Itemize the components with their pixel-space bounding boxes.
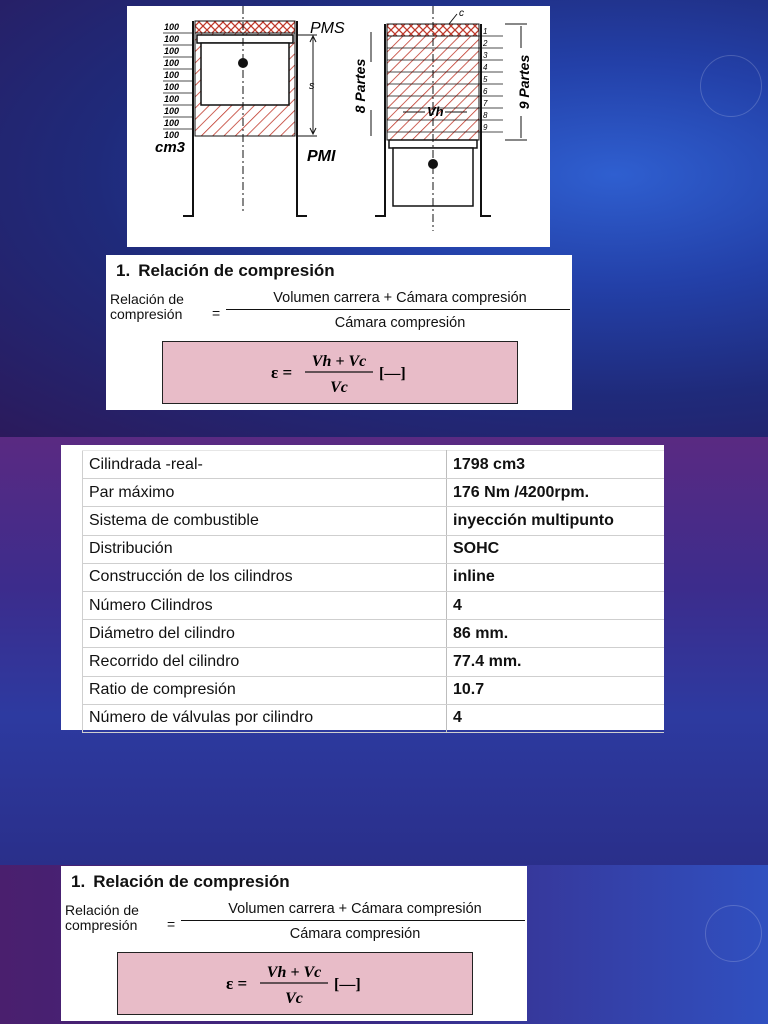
volume-mark: 100 <box>164 34 180 44</box>
symbolic-numerator: Vh + Vc <box>266 964 322 981</box>
formula-lhs <box>110 292 184 322</box>
spec-label: Distribución <box>83 535 447 563</box>
formula-numerator: Volumen carrera + Cámara compresión <box>228 901 482 917</box>
spec-value: 4 <box>447 704 665 732</box>
spec-value: 176 Nm /4200rpm. <box>447 479 665 507</box>
cylinder-diagram <box>127 6 550 247</box>
clearance-label: c <box>459 8 464 19</box>
decor-ring <box>705 905 762 962</box>
formula-equals: = <box>212 305 221 321</box>
formula-lhs-line1: Relación de <box>110 291 184 307</box>
spec-row <box>83 620 665 648</box>
spec-label: Sistema de combustible <box>83 507 447 535</box>
volume-mark: 100 <box>164 58 180 68</box>
spec-label: Diámetro del cilindro <box>83 620 447 648</box>
spec-value: 1798 cm3 <box>447 451 665 479</box>
formula-number: 1. <box>116 261 131 280</box>
bottom-dead-center-label: PMI <box>307 148 336 165</box>
unit-label: cm3 <box>155 139 186 156</box>
part-number: 9 <box>483 123 488 132</box>
spec-label: Construcción de los cilindros <box>83 563 447 591</box>
symbolic-denominator: Vc <box>285 990 303 1007</box>
spec-row <box>83 535 665 563</box>
compression-ratio-formula <box>106 255 572 410</box>
symbolic-unit: [—] <box>379 365 406 382</box>
spec-label: Número Cilindros <box>83 591 447 619</box>
epsilon-label: ε = <box>226 974 248 993</box>
spec-value: 77.4 mm. <box>447 648 665 676</box>
part-number: 1 <box>483 27 488 36</box>
displacement-label: Vh <box>427 104 444 119</box>
formula-lhs-line2: compresión <box>65 917 138 933</box>
formula-title-text: Relación de compresión <box>138 261 335 280</box>
volume-mark: 100 <box>164 130 180 140</box>
part-number: 5 <box>483 75 488 84</box>
part-number: 6 <box>483 87 488 96</box>
volume-mark: 100 <box>164 22 180 32</box>
formula-title-text: Relación de compresión <box>93 872 290 891</box>
spec-label: Cilindrada -real- <box>83 451 447 479</box>
spec-value: 4 <box>447 591 665 619</box>
spec-label: Recorrido del cilindro <box>83 648 447 676</box>
volume-mark: 100 <box>164 46 180 56</box>
fraction-bar <box>181 920 525 921</box>
spec-value: inline <box>447 563 665 591</box>
formula-title <box>116 261 335 281</box>
right-parts-label: 9 Partes <box>516 54 532 110</box>
top-dead-center-label: PMS <box>310 20 345 37</box>
spec-value: inyección multipunto <box>447 507 665 535</box>
spec-label: Número de válvulas por cilindro <box>83 704 447 732</box>
stroke-label: s <box>309 80 315 92</box>
volume-mark: 100 <box>164 82 180 92</box>
symbolic-formula-box <box>162 341 518 404</box>
compression-ratio-formula <box>61 866 527 1021</box>
epsilon-label: ε = <box>271 363 293 382</box>
volume-mark: 100 <box>164 70 180 80</box>
spec-row <box>83 704 665 732</box>
fraction-bar <box>226 309 570 310</box>
formula-title <box>71 872 290 892</box>
formula-lhs-line2: compresión <box>110 306 183 322</box>
part-number: 4 <box>483 63 488 72</box>
symbolic-unit: [—] <box>334 976 361 993</box>
part-number: 8 <box>483 111 488 120</box>
formula-lhs <box>65 903 139 933</box>
spec-row <box>83 479 665 507</box>
decor-ring <box>700 55 762 117</box>
spec-row <box>83 507 665 535</box>
formula-lhs-line1: Relación de <box>65 902 139 918</box>
formula-denominator: Cámara compresión <box>334 315 466 331</box>
volume-mark: 100 <box>164 106 180 116</box>
formula-equals: = <box>167 916 176 932</box>
symbolic-formula-box <box>117 952 473 1015</box>
formula-numerator: Volumen carrera + Cámara compresión <box>273 290 527 306</box>
spec-row <box>83 451 665 479</box>
left-parts-label: 8 Partes <box>352 58 368 114</box>
symbolic-numerator: Vh + Vc <box>311 353 367 370</box>
spec-row <box>83 591 665 619</box>
volume-mark: 100 <box>164 118 180 128</box>
spec-row <box>83 648 665 676</box>
spec-row <box>83 676 665 704</box>
spec-value: 86 mm. <box>447 620 665 648</box>
spec-label: Ratio de compresión <box>83 676 447 704</box>
engine-spec-table <box>61 445 664 730</box>
volume-mark: 100 <box>164 94 180 104</box>
right-cylinder <box>352 6 532 231</box>
spec-value: 10.7 <box>447 676 665 704</box>
spec-row <box>83 563 665 591</box>
left-cylinder <box>155 6 345 216</box>
spec-label: Par máximo <box>83 479 447 507</box>
symbolic-denominator: Vc <box>330 379 348 396</box>
spec-value: SOHC <box>447 535 665 563</box>
formula-number: 1. <box>71 872 86 891</box>
part-number: 2 <box>483 39 488 48</box>
formula-denominator: Cámara compresión <box>289 926 421 942</box>
part-number: 7 <box>483 99 488 108</box>
part-number: 3 <box>483 51 488 60</box>
